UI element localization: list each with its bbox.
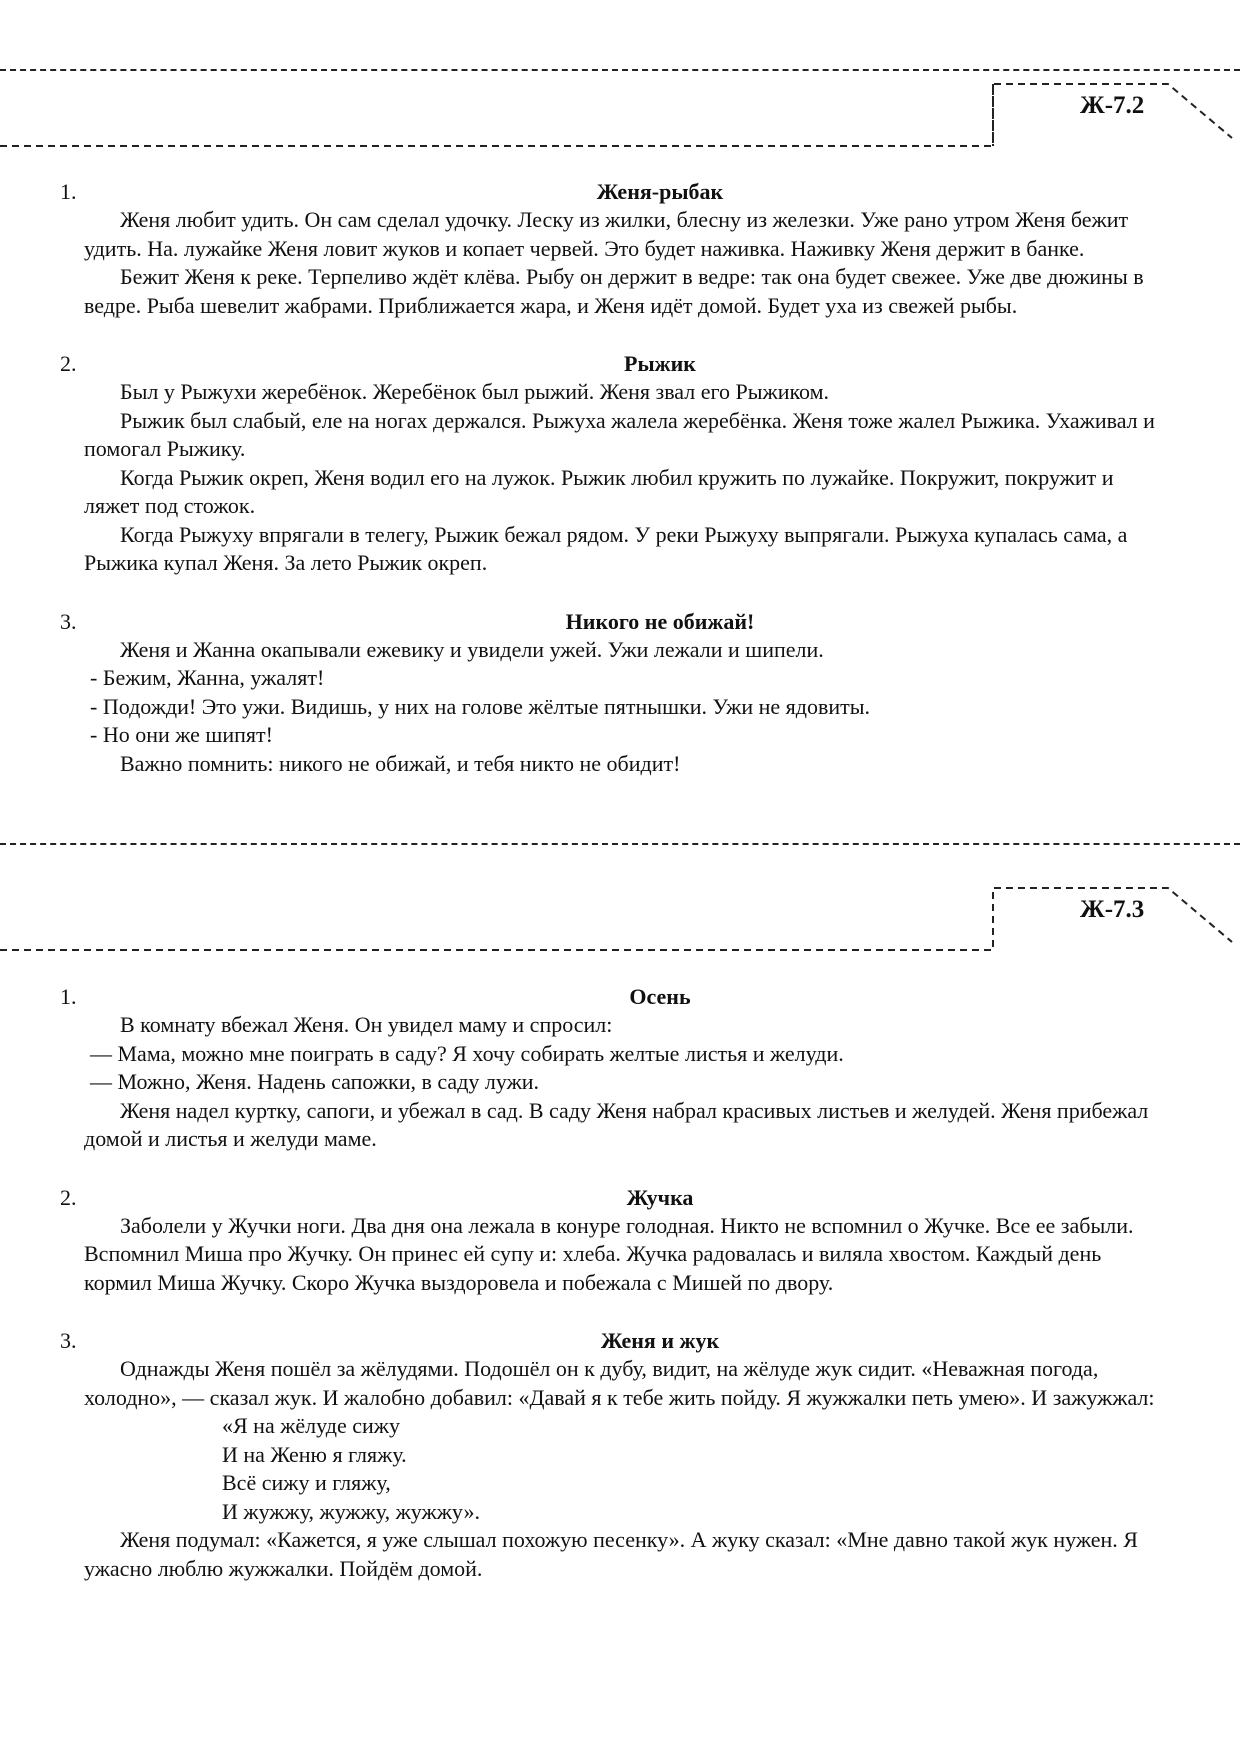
dialog-line: — Мама, можно мне поиграть в саду? Я хочу собирать желтые листья и желуди. (90, 1040, 844, 1066)
cut-line-middle (0, 843, 1240, 845)
paragraph: Когда Рыжик окреп, Женя водил его на лужок. Рыжик любил кружить по лужайке. Покружит, покружит и ляжет под стожок. (84, 464, 1114, 518)
paragraph: Важно помнить: никого не обижай, и тебя никто не обидит! (120, 750, 681, 776)
paragraph: Женя и Жанна окапывали ежевику и увидели ужей. Ужи лежали и шипели. (120, 636, 824, 662)
dialog-line: - Подожди! Это ужи. Видишь, у них на голове жёлтые пятнышки. Ужи не ядовиты. (90, 693, 871, 719)
story-title: Женя и жук (600, 1328, 720, 1353)
story-number: 2. (60, 351, 77, 376)
paragraph: Женя подумал: «Кажется, я уже слышал похожую песенку». А жуку сказал: «Мне давно такой жук нужен. Я ужасно люблю жужжалки. Пойдём домой. (84, 1527, 1138, 1581)
poem-line: И жужжу, жужжу, жужжу». (222, 1498, 480, 1524)
poem-line: И на Женю я гляжу. (222, 1441, 407, 1467)
card-code: Ж-7.2 (1080, 92, 1145, 119)
story-number: 1. (60, 179, 77, 204)
paragraph: Женя надел куртку, сапоги, и убежал в сад. В саду Женя набрал красивых листьев и желудей. Женя прибежал домой и листья и желуди маме. (84, 1097, 1149, 1151)
card-tab-frame (0, 80, 1240, 170)
story-number: 3. (60, 608, 77, 634)
card-section-1 (0, 178, 1240, 808)
story (0, 1327, 1240, 1583)
story-number: 2. (60, 1184, 77, 1210)
dialog-line: - Но они же шипят! (90, 722, 273, 747)
paragraph: Был у Рыжухи жеребёнок. Жеребёнок был рыжий. Женя звал его Рыжиком. (120, 379, 830, 404)
card-code: Ж-7.3 (1080, 896, 1145, 923)
poem-line: «Я на жёлуде сижу (222, 1413, 400, 1438)
paragraph: Заболели у Жучки ноги. Два дня она лежала в конуре голодная. Никто не вспомнил о Жучке. Все ее забыли. Вспомнил Миша про Жучку. Он принес ей супу и: хлеба. Жучка радовалась и виляла хвостом. Каждый день кормил Миша Жучку. Скоро Жучка выздоровела и побежала с Мишей по двору. (84, 1212, 1134, 1295)
story-number: 3. (60, 1328, 77, 1353)
story (0, 608, 1240, 779)
story-title: Женя-рыбак (596, 179, 724, 204)
story (0, 178, 1240, 320)
story-title: Осень (629, 984, 691, 1009)
paragraph: В комнату вбежал Женя. Он увидел маму и спросил: (120, 1012, 613, 1037)
story-title: Никого не обижай! (565, 608, 755, 634)
paragraph: Бежит Женя к реке. Терпеливо ждёт клёва. Рыбу он держит в ведре: так она будет свежее. Уже две дюжины в ведре. Рыба шевелит жабрами. Приближается жара, и Женя идёт домой. Будет уха из свежей рыбы. (84, 264, 1144, 318)
story-title: Рыжик (624, 351, 696, 376)
poem-line: Всё сижу и гляжу, (222, 1470, 391, 1495)
paragraph: Рыжик был слабый, еле на ногах держался. Рыжуха жалела жеребёнка. Женя тоже жалел Рыжика. Ухаживал и помогал Рыжику. (84, 407, 1155, 461)
story (0, 1184, 1240, 1298)
paragraph: Однажды Женя пошёл за жёлудями. Подошёл он к дубу, видит, на жёлуде жук сидит. «Неважная погода, холодно», — сказал жук. И жалобно добавил: «Давай я к тебе жить пойду. Я жужжалки петь умею». И зажужжал: (84, 1356, 1155, 1410)
dialog-line: — Можно, Женя. Надень сапожки, в саду лужи. (90, 1069, 540, 1094)
paragraph: Женя любит удить. Он сам сделал удочку. Леску из жилки, блесну из железки. Уже рано утром Женя бежит удить. На. лужайке Женя ловит жуков и копает червей. Это будет наживка. Наживку Женя держит в банке. (84, 207, 1129, 261)
story (0, 350, 1240, 578)
story-number: 1. (60, 984, 77, 1009)
card-tab-frame (0, 884, 1240, 974)
dialog-line: - Бежим, Жанна, ужалят! (90, 665, 325, 690)
paragraph: Когда Рыжуху впрягали в телегу, Рыжик бежал рядом. У реки Рыжуху выпрягали. Рыжуха купалась сама, а Рыжика купал Женя. За лето Рыжик окреп. (84, 521, 1128, 575)
story (0, 983, 1240, 1154)
cut-line-top (0, 69, 1240, 71)
story-title: Жучка (626, 1184, 694, 1210)
card-section-2 (0, 983, 1240, 1613)
